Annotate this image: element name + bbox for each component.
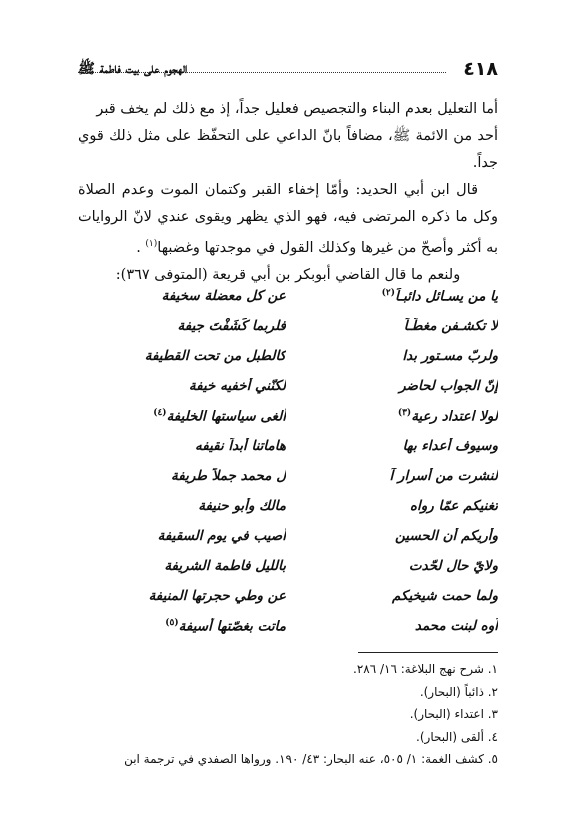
poem-verse: [96, 521, 498, 551]
verse-text: مالك وأبو حنيفة: [198, 498, 286, 514]
footnote: ٣. اعتداء (البحار).: [409, 707, 498, 721]
paragraph-1-line-2: أحد من الائمة ﷺ، مضافاً بانّ الداعي على التحفّظ على مثل ذلك قوي جداً.: [78, 128, 498, 171]
footnote: ٢. ذائباً (البحار).: [419, 684, 498, 699]
verse-second-hemistich: [96, 348, 286, 364]
verse-text: تغنيكم عمّا رواه: [409, 498, 498, 514]
footnotes: [78, 658, 498, 771]
verse-first-hemistich: [318, 618, 498, 634]
verse-text: لا تكشـفن مغطّـاً: [403, 318, 498, 334]
verse-text: أصيب في يوم السقيفة: [157, 528, 286, 544]
verse-text: عن كل معضلة سخيفة: [161, 288, 286, 304]
verse-text: إنّ الجواب لحاضر: [399, 378, 498, 394]
poem-verse: [96, 491, 498, 521]
verse-first-hemistich: [318, 438, 498, 454]
verse-second-hemistich: [96, 588, 286, 604]
poem-intro: ولنعم ما قال القاضي أبوبكر بن أبي قريعة (المتوفى ٣٦٧):: [115, 266, 461, 283]
verse-first-hemistich: [318, 378, 498, 394]
verse-second-hemistich: [96, 288, 286, 304]
verse-text: لكنّني أخفيه خيفة: [188, 378, 286, 394]
footnote-ref: (٣): [397, 407, 412, 418]
poem: [96, 281, 498, 641]
verse-second-hemistich: [96, 318, 286, 334]
verse-text: ولربّ مسـتور بدا: [402, 348, 498, 364]
verse-text: بالليل فاطمة الشريفة: [164, 558, 286, 574]
poem-verse: [96, 551, 498, 581]
verse-text: ولايّ حال لحّدت: [408, 558, 498, 574]
paragraph-1-line-1: أما التعليل بعدم البناء والتجصيص فعليل جداً، إذ مع ذلك لم يخف قبر: [96, 101, 498, 117]
poem-verse: [96, 371, 498, 401]
poem-verse: [96, 461, 498, 491]
verse-second-hemistich: [96, 558, 286, 574]
verse-first-hemistich: [318, 468, 498, 484]
verse-text: عن وطي حجرتها المنيفة: [148, 588, 286, 604]
verse-first-hemistich: [318, 348, 498, 364]
verse-text: لنشرت من أسرار آ: [389, 468, 498, 484]
verse-second-hemistich: [96, 438, 286, 454]
verse-text: ل محمد جملاً طريفة: [171, 468, 286, 484]
paragraph-2: قال ابن أبي الحديد: وأمّا إخفاء القبر وكتمان الموت وعدم الصلاة وكل ما ذكره المرتضى فيه، فهو الذي يظهر ويقوى عندي لانّ الروايات به أكثر وأصحّ من غيرها وكذلك القول في موجدتها وغضبها$^{(١)}$ .: [78, 182, 498, 256]
poem-verse: [96, 281, 498, 311]
verse-second-hemistich: [96, 528, 286, 544]
verse-text: هاماتنا أبداً نقيفه: [195, 438, 286, 454]
verse-second-hemistich: [96, 408, 286, 425]
verse-first-hemistich: [318, 528, 498, 544]
verse-first-hemistich: [318, 558, 498, 574]
poem-verse: [96, 581, 498, 611]
verse-text: ماتت بغصّتها أسيفة: [178, 618, 286, 635]
verse-text: وأريكم أن الحسين: [394, 528, 498, 544]
footnote-ref: (٤): [153, 407, 167, 418]
poem-verse: [96, 341, 498, 371]
verse-text: آوه لبنت محمد: [414, 618, 498, 634]
verse-first-hemistich: [318, 588, 498, 604]
poem-verse: [96, 431, 498, 461]
verse-first-hemistich: [318, 498, 498, 514]
verse-second-hemistich: [96, 378, 286, 394]
verse-text: فلربما كَشَفْتَ جيفة: [177, 318, 286, 334]
poem-verse: [96, 401, 498, 431]
verse-text: ألغى سياستها الخليفة: [166, 408, 286, 425]
paragraph-2-text: قال ابن أبي الحديد: وأمّا إخفاء القبر وكتمان الموت وعدم الصلاة وكل ما ذكره المرتضى فيه، فهو الذي يظهر ويقوى عندي لانّ الروايات به أكثر وأصحّ من غيرها وكذلك القول في موجدتها وغضبها: [78, 182, 498, 256]
poem-verse: [96, 311, 498, 341]
poem-verse: [96, 611, 498, 641]
page-number: ٤١٨: [463, 58, 498, 80]
verse-second-hemistich: [96, 618, 286, 635]
running-header: [78, 58, 498, 84]
footnote-rule: [358, 652, 498, 653]
footnote-ref: (٢): [381, 287, 395, 298]
verse-first-hemistich: [318, 288, 498, 305]
footnote-ref-1: (١): [145, 239, 158, 249]
footnote: ٥. كشف الغمة: ١/ ٥٠٥، عنه البحار: ٤٣/ ١٩٠. ورواها الصفدي في ترجمة ابن: [124, 752, 498, 766]
footnote: ١. شرح نهج البلاغة: ١٦/ ٢٨٦.: [352, 662, 498, 676]
footnote-ref: (٥): [165, 617, 179, 628]
verse-text: كالطبل من تحت القطيفة: [144, 348, 286, 364]
verse-text: وسيوف أعداء بها: [402, 438, 498, 454]
verse-text: لولا اعتداد رعية: [411, 408, 498, 425]
running-title: الهجوم على بيت فاطمة ﷺ: [78, 61, 188, 77]
verse-text: ولما حمت شيخيكم: [392, 588, 498, 604]
footnote: ٤. ألقى (البحار).: [416, 729, 498, 744]
verse-first-hemistich: [318, 318, 498, 334]
verse-first-hemistich: [318, 408, 498, 425]
verse-text: يا من يسـائل دائبـاً: [395, 288, 498, 305]
verse-second-hemistich: [96, 498, 286, 514]
body-text: [78, 96, 498, 289]
verse-second-hemistich: [96, 468, 286, 484]
